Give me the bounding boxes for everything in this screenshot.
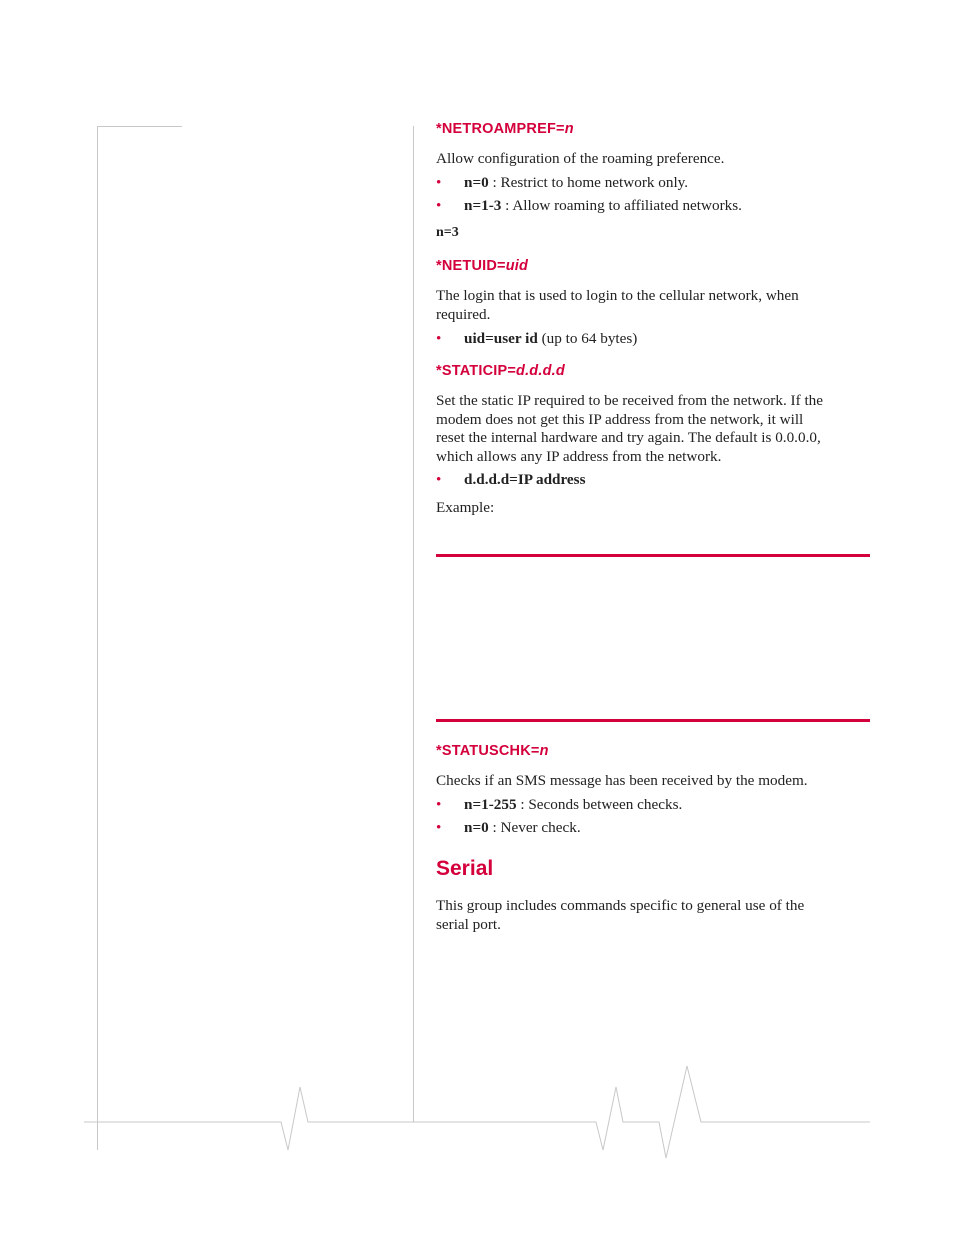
- bullet-term: n=0: [464, 174, 489, 191]
- netroampref-heading: [436, 121, 574, 137]
- column-divider-line: [413, 126, 414, 1122]
- bullet-term: n=1-255: [464, 796, 517, 813]
- bullet-icon: •: [436, 796, 442, 813]
- statuschk-description: Checks if an SMS message has been received by the modem.: [436, 772, 808, 789]
- command-param: n: [564, 121, 574, 137]
- staticip-description-line: modem does not get this IP address from the network, it will: [436, 411, 804, 428]
- bullet-term: uid=user id: [464, 330, 538, 347]
- bullet-text: : Allow roaming to affiliated networks.: [501, 197, 742, 214]
- command-param: d.d.d.d: [516, 363, 565, 379]
- bullet-icon: •: [436, 197, 442, 214]
- command-param: uid: [505, 258, 529, 274]
- example-bottom-rule: [436, 719, 870, 722]
- top-left-rule: [97, 126, 182, 127]
- serial-description-line: serial port.: [436, 916, 501, 933]
- command-param: n: [539, 743, 549, 759]
- bullet-icon: •: [436, 174, 442, 191]
- bullet-text: : Seconds between checks.: [516, 796, 683, 813]
- netroampref-description: Allow configuration of the roaming preference.: [436, 150, 725, 167]
- command-name: *NETUID=: [436, 258, 506, 274]
- serial-description-line: This group includes commands specific to general use of the: [436, 897, 805, 914]
- bullet-term: n=0: [464, 819, 489, 836]
- bullet-icon: •: [436, 330, 442, 347]
- netuid-description-line: required.: [436, 306, 491, 323]
- footer-waveform-decoration: [0, 1055, 954, 1165]
- bullet-term: n=1-3: [464, 197, 502, 214]
- bullet-text: : Never check.: [488, 819, 581, 836]
- bullet-text: : Restrict to home network only.: [488, 174, 689, 191]
- netuid-heading: [436, 258, 528, 274]
- command-name: *STATUSCHK=: [436, 743, 540, 759]
- staticip-description-line: Set the static IP required to be received from the network. If the: [436, 392, 823, 409]
- bullet-icon: •: [436, 471, 442, 488]
- staticip-heading: [436, 363, 565, 379]
- bullet-term: d.d.d.d=IP address: [464, 471, 586, 488]
- staticip-description-line: which allows any IP address from the network.: [436, 448, 722, 465]
- serial-section-heading: Serial: [436, 857, 494, 880]
- command-name: *STATICIP=: [436, 363, 517, 379]
- example-top-rule: [436, 554, 870, 557]
- command-name: *NETROAMPREF=: [436, 121, 565, 137]
- netroampref-default: n=3: [436, 225, 459, 240]
- staticip-description-line: reset the internal hardware and try again. The default is 0.0.0.0,: [436, 429, 821, 446]
- left-margin-line: [97, 126, 98, 1150]
- example-label: Example:: [436, 499, 495, 516]
- statuschk-heading: [436, 743, 549, 759]
- bullet-text: (up to 64 bytes): [537, 330, 638, 347]
- bullet-icon: •: [436, 819, 442, 836]
- netuid-description-line: The login that is used to login to the cellular network, when: [436, 287, 799, 304]
